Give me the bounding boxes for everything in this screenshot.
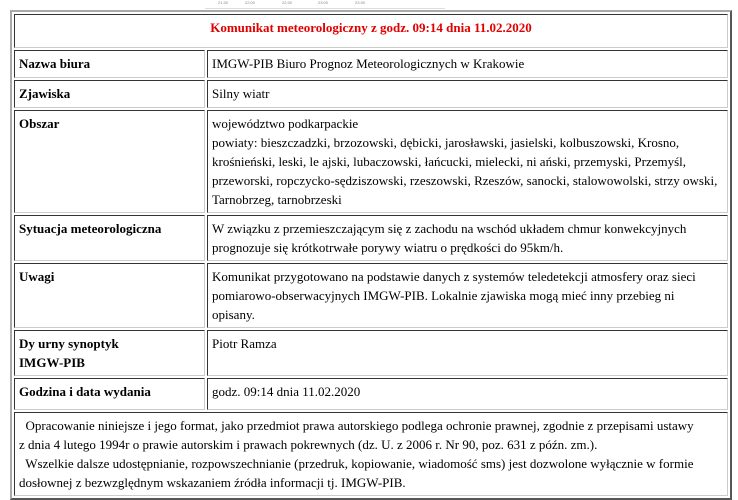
label-line: Dy urny synoptyk [19, 336, 119, 351]
value-line: krośnieński, leski, le ajski, lubaczowski, łańcucki, mielecki, ni ański, przemyski, Przemyśl, [212, 154, 687, 169]
row-value [207, 110, 728, 213]
row-value: godz. 09:14 dnia 11.02.2020 [207, 378, 728, 410]
value-line: prognozuje się krótkotrwałe porywy wiatru o prędkości do 95km/h. [212, 240, 564, 255]
table-row-phenomena [14, 80, 728, 108]
row-label: Nazwa biura [14, 50, 205, 78]
value-line: pomiarowo-obserwacyjnych IMGW-PIB. Lokalnie zjawiska mogą mieć inny przebieg ni [212, 288, 675, 303]
value-line: Komunikat przygotowano na podstawie danych z systemów teledetekcji atmosfery oraz sieci [212, 269, 696, 284]
row-value: Piotr Ramza [207, 330, 728, 376]
table-row-remarks [14, 263, 728, 328]
timeline-axis [205, 8, 445, 9]
table-row-issue-time [14, 378, 728, 410]
row-label: Godzina i data wydania [14, 378, 205, 410]
footer-line: dosłownej z bezwzględnym wskazaniem źródła informacji tj. IMGW-PIB. [19, 475, 406, 490]
weather-warning-table [10, 10, 732, 500]
row-label: Obszar [14, 110, 205, 213]
row-value: IMGW-PIB Biuro Prognoz Meteorologicznych w Krakowie [207, 50, 728, 78]
tick-label: 23:00 [318, 0, 329, 5]
tick-label: 23:30 [355, 0, 366, 5]
page-title: Komunikat meteorologiczny z godz. 09:14 dnia 11.02.2020 [14, 14, 728, 48]
copyright-notice [14, 412, 728, 496]
row-value [207, 263, 728, 328]
row-label: Sytuacja meteorologiczna [14, 215, 205, 261]
value-line: województwo podkarpackie [212, 116, 359, 131]
value-line: Tarnobrzeg, tarnobrzeski [212, 192, 342, 207]
footer-line: Wszelkie dalsze udostępnianie, rozpowszechnianie (przedruk, kopiowanie, wiadomość sms) jest dozwolone wyłącznie w formie [19, 456, 694, 471]
timeline-ticks [0, 0, 738, 8]
tick-label: 21:30 [218, 0, 229, 5]
table-row-area [14, 110, 728, 213]
row-label: Zjawiska [14, 80, 205, 108]
value-line: opisany. [212, 307, 255, 322]
table-row-forecaster [14, 330, 728, 376]
table-row-situation [14, 215, 728, 261]
value-line: przeworski, ropczycko-sędziszowski, rzeszowski, Rzeszów, sanocki, stalowowolski, strzy owski, [212, 173, 718, 188]
tick-label: 22:30 [282, 0, 293, 5]
table-row-office [14, 50, 728, 78]
row-label [14, 330, 205, 376]
table-row-copyright [14, 412, 728, 496]
footer-line: z dnia 4 lutego 1994r o prawie autorskim i prawach pokrewnych (dz. U. z 2006 r. Nr 90, poz. 631 z późn. zm.). [19, 437, 598, 452]
value-line: powiaty: bieszczadzki, brzozowski, dębicki, jarosławski, jasielski, kolbuszowski, Krosno, [212, 135, 680, 150]
footer-line: Opracowanie niniejsze i jego format, jako przedmiot prawa autorskiego podlega ochronie prawnej, zgodnie z przepisami ustawy [19, 418, 694, 433]
label-line: IMGW-PIB [19, 355, 85, 370]
value-line: W związku z przemieszczającym się z zachodu na wschód układem chmur konwekcyjnych [212, 221, 687, 236]
row-value [207, 215, 728, 261]
row-label: Uwagi [14, 263, 205, 328]
tick-label: 22:00 [245, 0, 256, 5]
row-value: Silny wiatr [207, 80, 728, 108]
